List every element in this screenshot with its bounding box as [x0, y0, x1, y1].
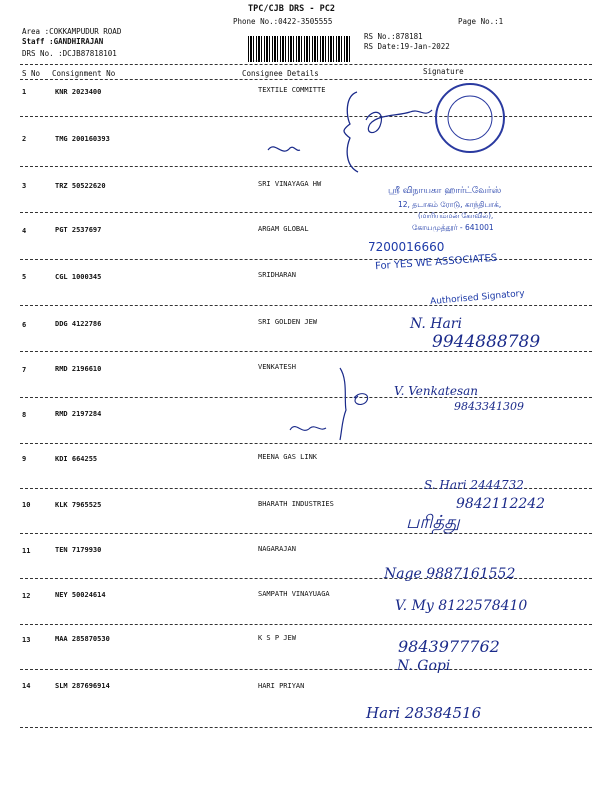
row-consignment: NEY 50024614 [55, 591, 106, 599]
handwritten-signature: S. Hari 2444732 [424, 478, 524, 492]
drs-number: DRS No. :DCJB87818101 [22, 49, 117, 58]
row-consignee: SRI VINAYAGA HW [258, 180, 322, 188]
row-sno: 12 [22, 592, 31, 600]
row-sno: 6 [22, 321, 27, 329]
row-consignment: RMD 2197284 [55, 410, 102, 418]
phone-number: Phone No.:0422-3505555 [233, 17, 333, 26]
col-consignee: Consignee Details [242, 69, 319, 78]
row-sno: 5 [22, 273, 27, 281]
row-sno: 2 [22, 135, 27, 143]
row-sno: 11 [22, 547, 31, 555]
staff-label: Staff :GANDHIRAJAN [22, 37, 104, 46]
row-consignment: CGL 1000345 [55, 273, 102, 281]
row-sno: 7 [22, 366, 27, 374]
rs-date: RS Date:19-Jan-2022 [364, 42, 450, 51]
handwritten-phone: 9843977762 [398, 637, 500, 656]
handwritten-phone: 9843341309 [454, 400, 524, 413]
col-signature: Signature [423, 67, 464, 76]
area-label: Area :COKKAMPUDUR ROAD [22, 27, 122, 36]
row-consignee: BHARATH INDUSTRIES [258, 500, 334, 508]
row-consignee: MEENA GAS LINK [258, 453, 318, 461]
row-consignment: SLM 287696914 [55, 682, 110, 690]
handwritten-phone: 9842112242 [456, 496, 546, 512]
row-sno: 13 [22, 636, 31, 644]
authorised-stamp: Authorised Signatory [429, 288, 526, 308]
row-consignee: VENKATESH [258, 363, 296, 371]
row-consignee: TEXTILE COMMITTE [258, 86, 326, 94]
row-consignment: KLK 7965525 [55, 501, 102, 509]
rs-number: RS No.:878181 [364, 32, 423, 41]
handwritten-signature: N. Gopi [397, 658, 451, 674]
row-consignee: HARI PRIYAN [258, 682, 305, 690]
handwritten-signature: Hari 28384516 [366, 704, 482, 722]
company-stamp: For YES WE ASSOCIATES [374, 252, 498, 273]
row-consignee: SRIDHARAN [258, 271, 296, 279]
stamp-line: (மாரியம்மன் கோவில்), [418, 212, 494, 220]
row-consignment: TRZ 50522620 [55, 182, 106, 190]
stamp-line: கோயமுத்தூர் - 641001 [412, 223, 494, 232]
stamp-line: 12, தடாகம் ரோடு, காந்திபாக், [398, 200, 502, 209]
row-sno: 14 [22, 682, 31, 690]
col-sno: S No [22, 69, 41, 78]
row-consignee: SAMPATH VINAYUAGA [258, 590, 330, 598]
row-sno: 8 [22, 411, 27, 419]
handwritten-signature: V. Venkatesan [394, 384, 478, 398]
row-consignment: TEN 7179930 [55, 546, 102, 554]
row-consignee: ARGAM GLOBAL [258, 225, 309, 233]
handwritten-signature: Nage 9887161552 [384, 566, 516, 582]
row-sno: 10 [22, 501, 31, 509]
handwritten-signature: V. My 8122578410 [395, 598, 528, 614]
row-sno: 3 [22, 182, 27, 190]
handwritten-phone: 9944888789 [432, 332, 541, 352]
row-consignment: MAA 285870530 [55, 635, 110, 643]
row-consignment: DDG 4122786 [55, 320, 102, 328]
handwritten-signature: பரித்து [406, 512, 460, 533]
document-title: TPC/CJB DRS - PC2 [248, 4, 335, 14]
row-sno: 4 [22, 227, 27, 235]
row-consignee: K S P JEW [258, 634, 296, 642]
row-consignee: SRI GOLDEN JEW [258, 318, 318, 326]
row-consignment: PGT 2537697 [55, 226, 102, 234]
row-consignment: KDI 664255 [55, 455, 98, 463]
row-consignment: RMD 2196610 [55, 365, 102, 373]
row-sno: 1 [22, 88, 27, 96]
row-consignee: NAGARAJAN [258, 545, 296, 553]
row-sno: 9 [22, 455, 27, 463]
col-consignment: Consignment No [52, 69, 116, 78]
page-number: Page No.:1 [458, 17, 504, 26]
row-consignment: KNR 2023400 [55, 88, 102, 96]
row-consignment: TMG 200160393 [55, 135, 110, 143]
phone-stamp: 7200016660 [368, 240, 445, 254]
stamp-line: ஸ்ரீ விநாயகா ஹார்ட்வேர்ஸ் [388, 186, 502, 196]
handwritten-signature: N. Hari [410, 316, 462, 332]
